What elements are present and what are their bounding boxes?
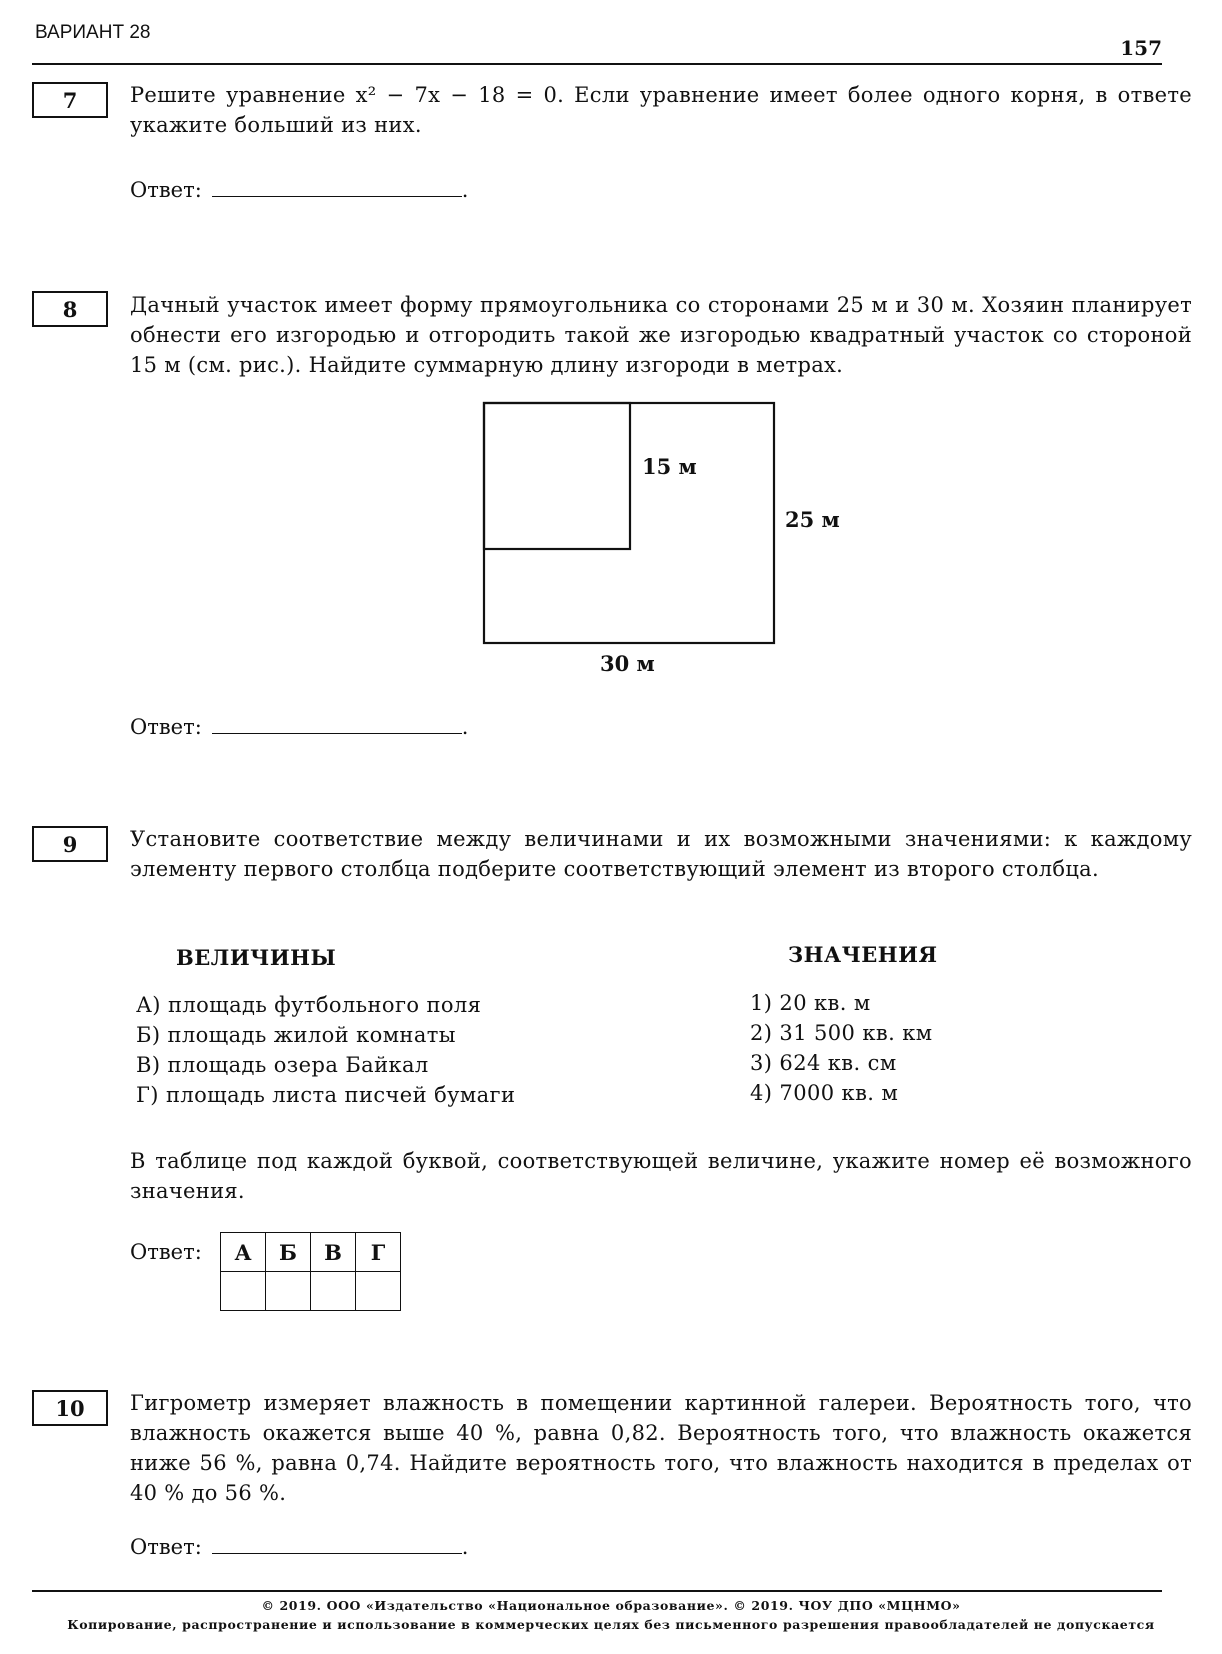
answer-cell-b[interactable] (266, 1272, 311, 1311)
label-square-side: 15 м (642, 454, 697, 479)
label-height: 25 м (785, 507, 840, 532)
task-7-answer[interactable] (130, 178, 468, 202)
answer-line[interactable] (212, 715, 462, 734)
task-9-text: Установите соответствие между величинами и их возможными значениями: к каждому элементу первого столбца подберите соответствующий элемент из второго столбца. (130, 827, 1192, 881)
task-10-number: 10 (32, 1390, 108, 1426)
list-item: 4) 7000 кв. м (750, 1081, 899, 1105)
header-rule (32, 63, 1162, 65)
quantities-list (136, 990, 515, 1110)
list-item: Г) площадь листа писчей бумаги (136, 1083, 516, 1107)
task-7-number: 7 (32, 82, 108, 118)
variant-header: ВАРИАНТ 28 (35, 22, 151, 43)
answer-label: Ответ: (130, 1535, 202, 1559)
answer-cell-v[interactable] (311, 1272, 356, 1311)
answer-table[interactable] (220, 1232, 401, 1311)
answer-label: Ответ: (130, 715, 202, 739)
task-8-text: Дачный участок имеет форму прямоугольника со сторонами 25 м и 30 м. Хозяин планирует обнести его изгородью и отгородить такой же изгородью квадратный участок со стороной 15 м (см. рис.). Найдите суммарную длину изгороди в метрах. (130, 293, 1192, 377)
plot-inner-square (484, 403, 630, 549)
plot-diagram (470, 395, 850, 685)
task-7-text: Решите уравнение x² − 7x − 18 = 0. Если уравнение имеет более одного корня, в ответе укажите больший из них. (130, 83, 1192, 137)
footer-rule (32, 1590, 1162, 1592)
page-number: 157 (1120, 36, 1162, 60)
table-header-a: А (221, 1233, 266, 1272)
values-header: ЗНАЧЕНИЯ (788, 942, 938, 967)
answer-line[interactable] (212, 1535, 462, 1554)
table-header-g: Г (356, 1233, 401, 1272)
task-10-text: Гигрометр измеряет влажность в помещении картинной галереи. Вероятность того, что влажность окажется выше 40 %, равна 0,82. Вероятность того, что влажность окажется ниже 56 %, равна 0,74. Найдите вероятность того, что влажность находится в пределах от 40 % до 56 %. (130, 1391, 1192, 1505)
answer-line[interactable] (212, 178, 462, 197)
list-item: 3) 624 кв. см (750, 1051, 897, 1075)
answer-period: . (461, 715, 469, 739)
quantities-header: ВЕЛИЧИНЫ (176, 945, 337, 970)
table-header-v: В (311, 1233, 356, 1272)
answer-period: . (461, 178, 469, 202)
task-8-answer[interactable] (130, 715, 468, 739)
task-9-answer-label: Ответ: (130, 1240, 202, 1264)
list-item: Б) площадь жилой комнаты (136, 1023, 456, 1047)
footer-copyright: © 2019. ООО «Издательство «Национальное образование». © 2019. ЧОУ ДПО «МЦНМО» (261, 1598, 961, 1613)
task-9-number: 9 (32, 826, 108, 862)
answer-cell-a[interactable] (221, 1272, 266, 1311)
list-item: А) площадь футбольного поля (136, 993, 482, 1017)
values-list (750, 988, 933, 1108)
answer-cell-g[interactable] (356, 1272, 401, 1311)
table-header-b: Б (266, 1233, 311, 1272)
footer-notice: Копирование, распространение и использование в коммерческих целях без письменного разрешения правообладателей не допускается (67, 1617, 1155, 1632)
label-width: 30 м (600, 651, 655, 676)
answer-label: Ответ: (130, 178, 202, 202)
task-10-answer[interactable] (130, 1535, 468, 1559)
list-item: В) площадь озера Байкал (136, 1053, 429, 1077)
list-item: 1) 20 кв. м (750, 991, 871, 1015)
list-item: 2) 31 500 кв. км (750, 1021, 933, 1045)
task-8-number: 8 (32, 291, 108, 327)
answer-period: . (461, 1535, 469, 1559)
task-9-instruction: В таблице под каждой буквой, соответствующей величине, укажите номер её возможного значения. (130, 1149, 1192, 1203)
